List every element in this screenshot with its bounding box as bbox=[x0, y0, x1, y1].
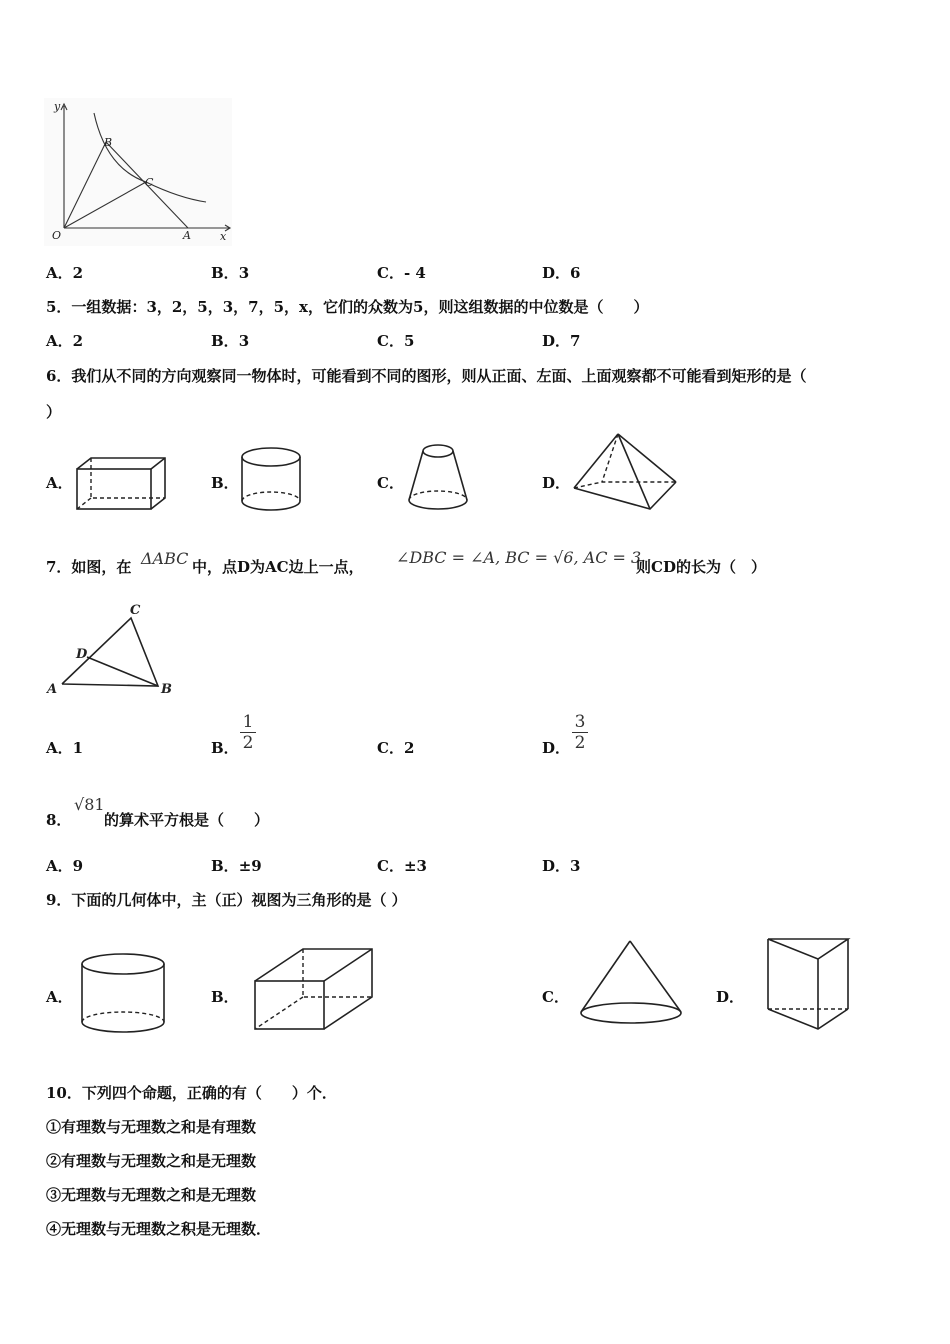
figure-label-d: D bbox=[76, 647, 88, 662]
q6-option-a-label[interactable]: A． bbox=[46, 474, 73, 492]
graph-label-b: B bbox=[104, 136, 113, 149]
q7-option-b[interactable] bbox=[211, 737, 239, 758]
q8-number: 8． bbox=[46, 811, 72, 829]
q9-option-b-label[interactable]: B． bbox=[211, 988, 239, 1006]
option-text: 9 bbox=[72, 857, 84, 875]
q7-math-triangle: ΔABC bbox=[141, 549, 189, 568]
graph-label-x: x bbox=[220, 230, 227, 243]
option-letter: D． bbox=[542, 332, 571, 350]
q4-option-d[interactable] bbox=[542, 262, 580, 283]
option-letter: A． bbox=[46, 857, 73, 875]
q9-triangular-prism-figure[interactable] bbox=[765, 936, 853, 1032]
fraction-numerator: 3 bbox=[574, 712, 586, 732]
fraction-numerator: 1 bbox=[242, 712, 254, 732]
q8-option-b[interactable] bbox=[211, 855, 262, 876]
q7-triangle-figure bbox=[44, 600, 179, 698]
q6-cylinder-figure[interactable] bbox=[239, 446, 303, 514]
q7-option-c[interactable] bbox=[377, 737, 414, 758]
q6-option-c-label[interactable]: C． bbox=[377, 474, 404, 492]
q6-option-d-label[interactable]: D． bbox=[542, 474, 571, 492]
option-letter: C． bbox=[377, 264, 404, 282]
q10-stem: 10．下列四个命题，正确的有（ ）个． bbox=[46, 1084, 337, 1102]
q9-cuboid-figure[interactable] bbox=[251, 946, 377, 1032]
option-text: 3 bbox=[238, 332, 250, 350]
option-letter: D． bbox=[542, 739, 571, 757]
option-letter: B． bbox=[211, 739, 239, 757]
q6-stem-line2: ） bbox=[46, 403, 62, 421]
q10-item-3: ③无理数与无理数之和是无理数 bbox=[46, 1186, 257, 1204]
q5-option-d[interactable] bbox=[542, 330, 580, 351]
q6-pyramid-figure[interactable] bbox=[570, 432, 680, 514]
option-text: 2 bbox=[72, 332, 84, 350]
graph-label-c: C bbox=[145, 176, 154, 189]
q7-stem-part2: 中，点D为AC边上一点， bbox=[192, 558, 364, 576]
option-text: 6 bbox=[570, 264, 581, 282]
q6-frustum-figure[interactable] bbox=[405, 442, 471, 514]
q6-option-b-label[interactable]: B． bbox=[211, 474, 239, 492]
option-letter: D． bbox=[542, 857, 571, 875]
option-letter: B． bbox=[211, 857, 239, 875]
q4-graph bbox=[44, 98, 234, 248]
q9-option-a-label[interactable]: A． bbox=[46, 988, 73, 1006]
graph-label-a: A bbox=[183, 229, 191, 242]
q6-cuboid-figure[interactable] bbox=[75, 455, 167, 513]
q9-stem: 9．下面的几何体中，主（正）视图为三角形的是（ ） bbox=[46, 891, 407, 909]
option-letter: D． bbox=[542, 264, 571, 282]
option-letter: A． bbox=[46, 332, 73, 350]
q10-item-2: ②有理数与无理数之和是无理数 bbox=[46, 1152, 257, 1170]
q10-item-1: ①有理数与无理数之和是有理数 bbox=[46, 1118, 257, 1136]
q7-stem-part3: 则CD的长为（ ） bbox=[636, 558, 766, 576]
q7-option-d[interactable] bbox=[542, 737, 570, 758]
option-letter: B． bbox=[211, 264, 239, 282]
q8-option-c[interactable] bbox=[377, 855, 427, 876]
option-text: 5 bbox=[403, 332, 415, 350]
q10-item-4: ④无理数与无理数之积是无理数． bbox=[46, 1220, 272, 1238]
q5-option-a[interactable] bbox=[46, 330, 83, 351]
option-text: 2 bbox=[403, 739, 415, 757]
q8-option-a[interactable] bbox=[46, 855, 83, 876]
q4-option-b[interactable] bbox=[211, 262, 249, 283]
q7-math-condition: ∠DBC = ∠A, BC = √6, AC = 3 bbox=[396, 548, 642, 567]
figure-label-b: B bbox=[161, 682, 172, 697]
fraction-denominator: 2 bbox=[242, 733, 254, 753]
q7-stem-part1: 7．如图，在 bbox=[46, 558, 132, 576]
q7-option-d-fraction bbox=[570, 712, 590, 753]
q9-option-d-label[interactable]: D． bbox=[716, 988, 745, 1006]
q8-radical: √81 bbox=[74, 795, 105, 814]
q9-cone-figure[interactable] bbox=[576, 938, 686, 1028]
option-text: 2 bbox=[72, 264, 84, 282]
option-letter: C． bbox=[377, 857, 404, 875]
q8-option-d[interactable] bbox=[542, 855, 580, 876]
q6-stem-line1: 6．我们从不同的方向观察同一物体时，可能看到不同的图形，则从正面、左面、上面观察都不可能看到矩形的是（ bbox=[46, 367, 807, 385]
option-text: 3 bbox=[570, 857, 581, 875]
q7-option-a[interactable] bbox=[46, 737, 83, 758]
q9-option-c-label[interactable]: C． bbox=[542, 988, 569, 1006]
option-letter: B． bbox=[211, 332, 239, 350]
q8-stem: 的算术平方根是（ ） bbox=[104, 811, 270, 829]
option-text: - 4 bbox=[403, 264, 426, 282]
q5-option-b[interactable] bbox=[211, 330, 249, 351]
option-text: 3 bbox=[238, 264, 250, 282]
option-text: 1 bbox=[72, 739, 84, 757]
q4-option-a[interactable] bbox=[46, 262, 83, 283]
q7-option-b-fraction bbox=[238, 712, 258, 753]
fraction-denominator: 2 bbox=[574, 733, 586, 753]
figure-label-c: C bbox=[130, 603, 141, 618]
q9-cylinder-figure[interactable] bbox=[78, 952, 168, 1034]
option-letter: C． bbox=[377, 332, 404, 350]
q5-option-c[interactable] bbox=[377, 330, 414, 351]
option-letter: A． bbox=[46, 739, 73, 757]
graph-label-y: y bbox=[54, 100, 61, 113]
q5-stem: 5．一组数据：3，2，5，3，7，5，x，它们的众数为5，则这组数据的中位数是（ ） bbox=[46, 298, 649, 316]
option-text: 7 bbox=[570, 332, 581, 350]
option-letter: C． bbox=[377, 739, 404, 757]
figure-label-a: A bbox=[47, 682, 58, 697]
q4-option-c[interactable] bbox=[377, 262, 426, 283]
option-text: ±3 bbox=[403, 857, 427, 875]
graph-label-o: O bbox=[52, 229, 62, 242]
option-text: ±9 bbox=[238, 857, 262, 875]
option-letter: A． bbox=[46, 264, 73, 282]
